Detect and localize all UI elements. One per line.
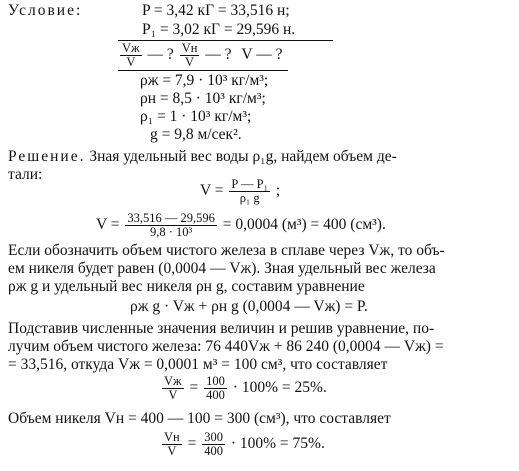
fraction-den: V (126, 55, 136, 69)
given-gravity: g = 9,8 м/сек². (150, 126, 242, 143)
unknown-volume: V — ? (241, 46, 283, 64)
fraction-den: 9,8 · 10³ (150, 224, 193, 239)
formula-volume (200, 176, 280, 206)
fraction-num: 33,516 — 29,596 (127, 210, 215, 225)
fraction-num: Vж (122, 41, 140, 55)
unknown-mark: — ? (147, 46, 174, 64)
formula-fraction (202, 431, 225, 458)
formula-fraction (125, 212, 217, 239)
paragraph-line: Если обозначить объем чистого железа в сплаве через Vж, то объ- (8, 242, 445, 259)
formula-rhs: · 100% = 25%. (232, 379, 327, 396)
given-density-water: ρ₁ = 1 · 10³ кг/м³; (140, 108, 252, 125)
fraction-den: ρ₁ g (239, 190, 260, 205)
fraction-nickel-ratio (180, 42, 200, 69)
formula-fraction (162, 375, 184, 402)
formula-equals: = (189, 379, 199, 396)
formula-nickel-percent (160, 428, 325, 460)
given-density-iron: ρж = 7,9 · 10³ кг/м³; (140, 72, 269, 89)
formula-rhs: · 100% = 75%. (230, 435, 325, 452)
solution-intro-text-cont: тали: (8, 166, 43, 183)
fraction-num: Vн (181, 41, 198, 55)
given-weight-in-air: P = 3,42 кГ = 33,516 н; (142, 2, 290, 19)
given-density-nickel: ρн = 8,5 · 10³ кг/м³; (140, 90, 266, 107)
formula-fraction (162, 431, 182, 458)
paragraph-line: Подставив численные значения величин и решив уравнение, по- (8, 320, 435, 337)
given-divider (118, 40, 333, 41)
formula-fraction (229, 178, 270, 205)
given-weight-in-water: P₁ = 3,02 кГ = 29,596 н. (142, 21, 296, 38)
unknown-mark: — ? (205, 46, 232, 64)
formula-fraction (204, 375, 227, 402)
formula-iron-percent (160, 372, 327, 404)
fraction-den: V (167, 443, 177, 458)
fraction-den: 400 (206, 387, 225, 402)
unknowns-divider (118, 70, 288, 71)
paragraph-line: лучим объем чистого железа: 76 440Vж + 86 240 (0,0004 — Vж) = (8, 338, 444, 355)
given-label: Условие: (8, 2, 83, 19)
formula-equation: ρж g · Vж + ρн g (0,0004 — Vж) = P. (130, 298, 368, 315)
formula-lhs: V = (200, 182, 224, 199)
fraction-num: 100 (206, 373, 225, 388)
fraction-den: V (168, 387, 178, 402)
fraction-num: 300 (204, 429, 223, 444)
fraction-num: Vн (164, 429, 180, 444)
solution-intro-text: Зная удельный вес воды ρ₁g, найдем объем де- (89, 148, 397, 165)
paragraph-line: Объем никеля Vн = 400 — 100 = 300 (см³), что составляет (8, 410, 391, 427)
paragraph-line: ем никеля будет равен (0,0004 — Vж). Зная удельный вес железа (8, 260, 436, 277)
fraction-den: 400 (204, 443, 223, 458)
solution-label: Решение. (8, 148, 86, 165)
unknowns-row (118, 42, 282, 69)
formula-lhs: V = (96, 216, 120, 233)
fraction-num: P — P₁ (231, 176, 268, 191)
solution-intro-line (8, 148, 397, 166)
fraction-num: Vж (164, 373, 182, 388)
fraction-den: V (185, 55, 195, 69)
formula-volume-numeric (96, 210, 386, 240)
formula-end: ; (275, 182, 281, 199)
formula-rhs: = 0,0004 (м³) = 400 (см³). (222, 216, 386, 233)
formula-equals: = (187, 435, 197, 452)
paragraph-line: ρж g и удельный вес никеля ρн g, составим уравнение (8, 278, 365, 295)
fraction-iron-ratio (120, 42, 142, 69)
paragraph-line: = 33,516, откуда Vж = 0,0001 м³ = 100 см³, что составляет (8, 356, 388, 373)
